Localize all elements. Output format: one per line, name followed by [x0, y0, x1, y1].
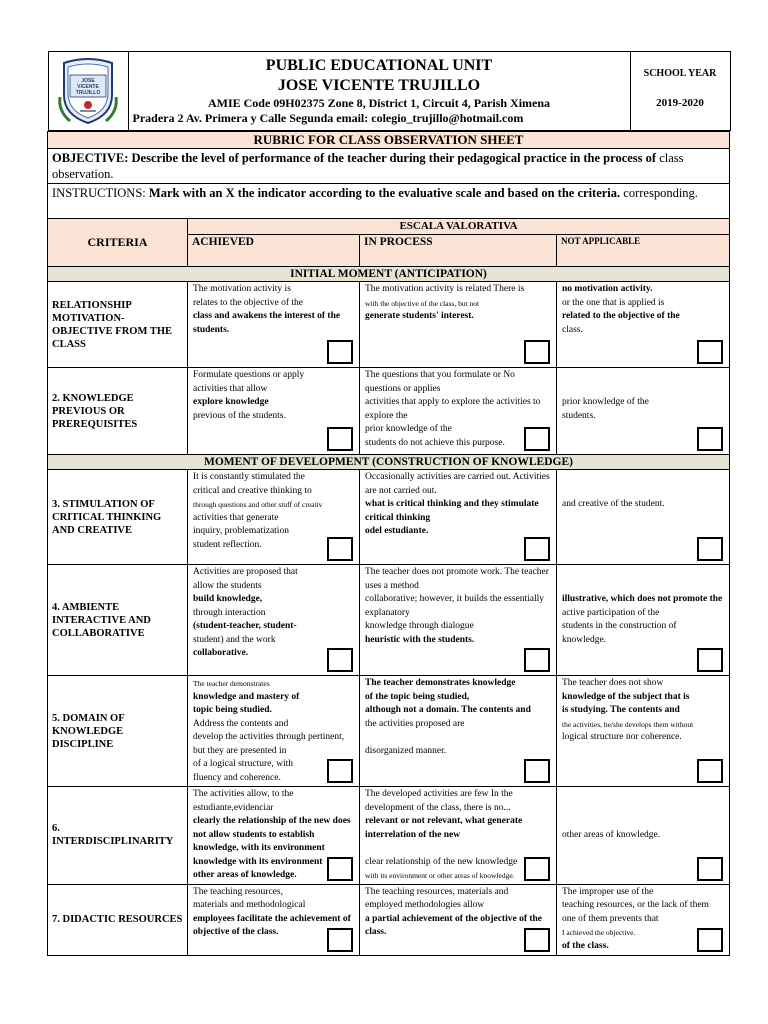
observation-sheet — [47, 51, 729, 956]
rubric-title: RUBRIC FOR CLASS OBSERVATION SHEET — [48, 132, 730, 149]
descriptor-line: disorganized manner. — [365, 745, 447, 756]
rubric-table — [47, 51, 730, 956]
descriptor-line: class and awakens the interest of the — [193, 311, 341, 321]
in-process-checkbox[interactable] — [524, 928, 550, 952]
in-process-descriptor — [360, 368, 557, 455]
section-development-row — [48, 455, 730, 470]
descriptor-line: activities that allow — [193, 383, 268, 394]
descriptor-line: relevant or not relevant, what generate interrelation of the new — [365, 816, 523, 840]
objective-text — [48, 149, 730, 184]
school-year-label: SCHOOL YEAR — [643, 68, 717, 79]
achieved-descriptor — [188, 368, 360, 455]
school-logo — [48, 52, 128, 131]
achieved-descriptor — [188, 787, 360, 885]
descriptor-line: odel estudiante. — [365, 526, 429, 536]
criteria-label: 6. INTERDISCIPLINARITY — [48, 787, 188, 885]
descriptor-line: related to the objective of the — [562, 311, 680, 321]
descriptor-line: Occasionally activities are carried out. Activities are not carried out. — [365, 472, 550, 496]
descriptor-line: other areas of knowledge. — [193, 870, 297, 880]
descriptor-line: illustrative, which does not promote the — [562, 594, 723, 604]
instructions-text — [48, 184, 730, 219]
descriptor-line: activities that generate — [193, 512, 279, 523]
not-applicable-checkbox[interactable] — [697, 928, 723, 952]
descriptor-line: a partial achievement of the objective of the — [365, 913, 543, 924]
descriptor-line: Formulate questions or apply — [193, 370, 305, 380]
descriptor-line: of the class. — [562, 940, 609, 951]
descriptor-line: logical structure nor coherence. — [562, 732, 682, 742]
not-applicable-checkbox[interactable] — [697, 857, 723, 881]
school-name-line2: JOSE VICENTE TRUJILLO — [277, 77, 481, 94]
descriptor-line: heuristic with the students. — [365, 634, 475, 645]
descriptor-line: teaching resources, or the lack of them — [562, 900, 709, 910]
section-development: MOMENT OF DEVELOPMENT (CONSTRUCTION OF KNOWLEDGE) — [48, 455, 730, 470]
descriptor-line: The teaching resources, — [193, 886, 283, 897]
descriptor-line: clear relationship of the new knowledge — [365, 856, 518, 867]
criteria-row — [48, 676, 730, 787]
school-name-line1: PUBLIC EDUCATIONAL UNIT — [265, 57, 493, 74]
descriptor-line: inquiry, problematization — [193, 526, 289, 536]
in-process-checkbox[interactable] — [524, 537, 550, 561]
school-info — [128, 52, 630, 131]
descriptor-line: materials and methodological — [193, 900, 306, 910]
criteria-label: 7. DIDACTIC RESOURCES — [48, 884, 188, 955]
achieved-descriptor — [188, 282, 360, 368]
descriptor-line: with its environment or other areas of knowledge. — [365, 871, 515, 880]
descriptor-line: prior knowledge of the — [562, 397, 649, 407]
instructions-row — [48, 184, 730, 219]
descriptor-line: The improper use of the — [562, 886, 654, 897]
descriptor-line: The developed activities are few In the development of the class, there is no... — [365, 789, 513, 813]
descriptor-line: The motivation activity is — [193, 284, 291, 294]
descriptor-line: of the topic being studied, — [365, 691, 470, 702]
descriptor-line: estudiante,evidenciar — [193, 802, 274, 813]
in-process-descriptor — [360, 282, 557, 368]
in-process-descriptor — [360, 565, 557, 676]
descriptor-line: knowledge. — [562, 634, 607, 645]
descriptor-line — [562, 815, 724, 829]
descriptor-line: previous of the students. — [193, 410, 286, 421]
descriptor-line: of a logical structure, with — [193, 759, 293, 769]
achieved-header: ACHIEVED — [188, 235, 360, 267]
descriptor-line: allow the students — [193, 580, 262, 591]
descriptor-line — [562, 566, 724, 580]
descriptor-line: student reflection. — [193, 539, 262, 550]
descriptor-line — [562, 383, 724, 397]
descriptor-line: The teacher demonstrates knowledge — [365, 678, 516, 688]
descriptor-line: prior knowledge of the — [365, 424, 452, 434]
descriptor-line: students. — [193, 324, 230, 335]
descriptor-line — [562, 471, 724, 485]
descriptor-line — [365, 731, 551, 745]
descriptor-line: The teacher demonstrates — [193, 679, 270, 688]
descriptor-line: relates to the objective of the — [193, 297, 303, 308]
descriptor-line: develop the activities through pertinent, but they are presented in — [193, 732, 345, 756]
school-address: Pradera 2 Av. Primera y Calle Segunda email: colegio_trujillo@hotmail.com — [132, 111, 524, 125]
descriptor-line: fluency and coherence. — [193, 772, 281, 783]
not-applicable-checkbox[interactable] — [697, 648, 723, 672]
achieved-descriptor — [188, 565, 360, 676]
descriptor-line: class. — [365, 927, 387, 937]
criteria-label: 3. STIMULATION OF CRITICAL THINKING AND CREATIVE — [48, 470, 188, 565]
in-process-descriptor — [360, 884, 557, 955]
objective-rest: class observation. — [52, 151, 684, 181]
not-applicable-descriptor — [557, 368, 730, 455]
descriptor-line: The activities allow, to the — [193, 789, 294, 799]
descriptor-line: with the objective of the class, but not — [365, 298, 480, 308]
not-applicable-descriptor — [557, 565, 730, 676]
descriptor-line: build knowledge, — [193, 594, 263, 604]
in-process-descriptor — [360, 787, 557, 885]
header-row — [48, 51, 730, 132]
instructions-label: INSTRUCTIONS: — [52, 186, 146, 200]
scale-title: ESCALA VALORATIVA — [188, 219, 730, 235]
descriptor-line: topic being studied. — [193, 705, 272, 715]
amie-code: AMIE Code 09H02375 Zone 8, District 1, Circuit 4, Parish Ximena — [207, 96, 551, 110]
descriptor-line: one of them prevents that — [562, 913, 659, 924]
descriptor-line: objective of the class. — [193, 927, 279, 937]
school-crest-icon — [56, 57, 120, 125]
descriptor-line: through interaction — [193, 607, 266, 618]
descriptor-line: is studying. The contents and — [562, 705, 680, 715]
descriptor-line: other areas of knowledge. — [562, 829, 661, 840]
descriptor-line — [562, 788, 724, 802]
descriptor-line — [562, 802, 724, 816]
achieved-descriptor — [188, 884, 360, 955]
descriptor-line: collaborative. — [193, 648, 249, 658]
descriptor-line: through questions and other stuff of creativ — [193, 500, 323, 509]
in-process-descriptor — [360, 470, 557, 565]
objective-bold: Describe the level of performance of the teacher during their pedagogical practice in the process of — [131, 151, 657, 165]
descriptor-line: It is constantly stimulated the — [193, 472, 305, 482]
descriptor-line: Activities are proposed that — [193, 567, 298, 577]
achieved-checkbox[interactable] — [327, 427, 353, 451]
in-process-checkbox[interactable] — [524, 340, 550, 364]
section-initial: INITIAL MOMENT (ANTICIPATION) — [48, 267, 730, 282]
achieved-checkbox[interactable] — [327, 759, 353, 783]
descriptor-line: students in the construction of — [562, 621, 677, 631]
criteria-label: 5. DOMAIN OF KNOWLEDGE DISCIPLINE — [48, 676, 188, 787]
not-applicable-header: NOT APPLICABLE — [557, 235, 730, 267]
criteria-label: 2. KNOWLEDGE PREVIOUS OR PREREQUISITES — [48, 368, 188, 455]
descriptor-line — [562, 369, 724, 383]
descriptor-line: I achieved the objective. — [562, 928, 636, 937]
achieved-checkbox[interactable] — [327, 340, 353, 364]
descriptor-line: students. — [562, 410, 596, 421]
not-applicable-checkbox[interactable] — [697, 427, 723, 451]
descriptor-line — [562, 485, 724, 499]
descriptor-line: generate students' interest. — [365, 311, 474, 321]
svg-text:JOSE: JOSE — [81, 78, 95, 84]
descriptor-line: employees facilitate the achievement of — [193, 913, 351, 924]
descriptor-line: The teaching resources, materials and — [365, 886, 509, 897]
descriptor-line — [562, 580, 724, 594]
not-applicable-checkbox[interactable] — [697, 759, 723, 783]
criteria-row — [48, 368, 730, 455]
not-applicable-descriptor — [557, 470, 730, 565]
descriptor-line: The questions that you formulate or No questions or applies — [365, 370, 515, 394]
criteria-header: CRITERIA — [48, 219, 188, 267]
achieved-descriptor — [188, 470, 360, 565]
in-process-checkbox[interactable] — [524, 857, 550, 881]
not-applicable-descriptor — [557, 787, 730, 885]
school-year-value: 2019-2020 — [656, 97, 704, 109]
descriptor-line: what is critical thinking and they stimulate critical thinking — [365, 499, 539, 523]
scale-title-row — [48, 219, 730, 235]
descriptor-line: collaborative; however, it builds the essentially explanatory — [365, 594, 545, 618]
descriptor-line: (student-teacher, student- — [193, 621, 297, 631]
descriptor-line: knowledge and mastery of — [193, 691, 300, 702]
instructions-rest: corresponding. — [623, 186, 698, 200]
descriptor-line: clearly the relationship of the new does not allow students to establish knowledge, with its environment — [193, 816, 351, 853]
in-process-header: IN PROCESS — [360, 235, 557, 267]
in-process-checkbox[interactable] — [524, 759, 550, 783]
criteria-row — [48, 787, 730, 885]
descriptor-line: knowledge with its environment — [193, 856, 323, 867]
criteria-row — [48, 565, 730, 676]
descriptor-line: The teacher does not show — [562, 678, 664, 688]
descriptor-line: critical and creative thinking to — [193, 485, 312, 496]
achieved-checkbox[interactable] — [327, 537, 353, 561]
achieved-checkbox[interactable] — [327, 928, 353, 952]
descriptor-line: Address the contents and — [193, 718, 289, 729]
descriptor-line: The motivation activity is related There is — [365, 284, 525, 294]
svg-text:TRUJILLO: TRUJILLO — [75, 90, 101, 96]
in-process-descriptor — [360, 676, 557, 787]
descriptor-line: student) and the work — [193, 634, 276, 645]
descriptor-line: employed methodologies allow — [365, 900, 485, 910]
criteria-row — [48, 470, 730, 565]
in-process-checkbox[interactable] — [524, 648, 550, 672]
descriptor-line: explore knowledge — [193, 397, 269, 407]
criteria-row — [48, 282, 730, 368]
descriptor-line: The teacher does not promote work. The teacher uses a method — [365, 567, 549, 591]
not-applicable-checkbox[interactable] — [697, 340, 723, 364]
achieved-descriptor — [188, 676, 360, 787]
descriptor-line: the activities, he/she develops them without — [562, 719, 694, 729]
descriptor-line: and creative of the student. — [562, 499, 665, 509]
not-applicable-checkbox[interactable] — [697, 537, 723, 561]
instructions-bold: Mark with an X the indicator according to the evaluative scale and based on the criteria. — [148, 186, 621, 200]
not-applicable-descriptor — [557, 676, 730, 787]
rubric-title-row — [48, 132, 730, 149]
achieved-checkbox[interactable] — [327, 857, 353, 881]
criteria-label: 4. AMBIENTE INTERACTIVE AND COLLABORATIVE — [48, 565, 188, 676]
descriptor-line: activities that apply to explore the activities to explore the — [365, 397, 541, 421]
descriptor-line: active participation of the — [562, 607, 660, 618]
criteria-row — [48, 884, 730, 955]
not-applicable-descriptor — [557, 884, 730, 955]
objective-row — [48, 149, 730, 184]
svg-text:VICENTE: VICENTE — [77, 84, 99, 90]
in-process-checkbox[interactable] — [524, 427, 550, 451]
achieved-checkbox[interactable] — [327, 648, 353, 672]
not-applicable-descriptor — [557, 282, 730, 368]
descriptor-line: class. — [562, 324, 583, 335]
school-year-box — [630, 52, 730, 131]
descriptor-line: knowledge of the subject that is — [562, 691, 690, 702]
descriptor-line: no motivation activity. — [562, 284, 653, 294]
section-initial-row — [48, 267, 730, 282]
objective-label: OBJECTIVE: — [52, 151, 129, 165]
descriptor-line: although not a domain. The contents and — [365, 705, 531, 715]
descriptor-line: knowledge through dialogue — [365, 621, 474, 631]
descriptor-line: the activities proposed are — [365, 718, 465, 729]
criteria-label: RELATIONSHIP MOTIVATION-OBJECTIVE FROM THE CLASS — [48, 282, 188, 368]
descriptor-line: or the one that is applied is — [562, 297, 665, 308]
descriptor-line — [365, 842, 551, 856]
descriptor-line: students do not achieve this purpose. — [365, 437, 505, 448]
